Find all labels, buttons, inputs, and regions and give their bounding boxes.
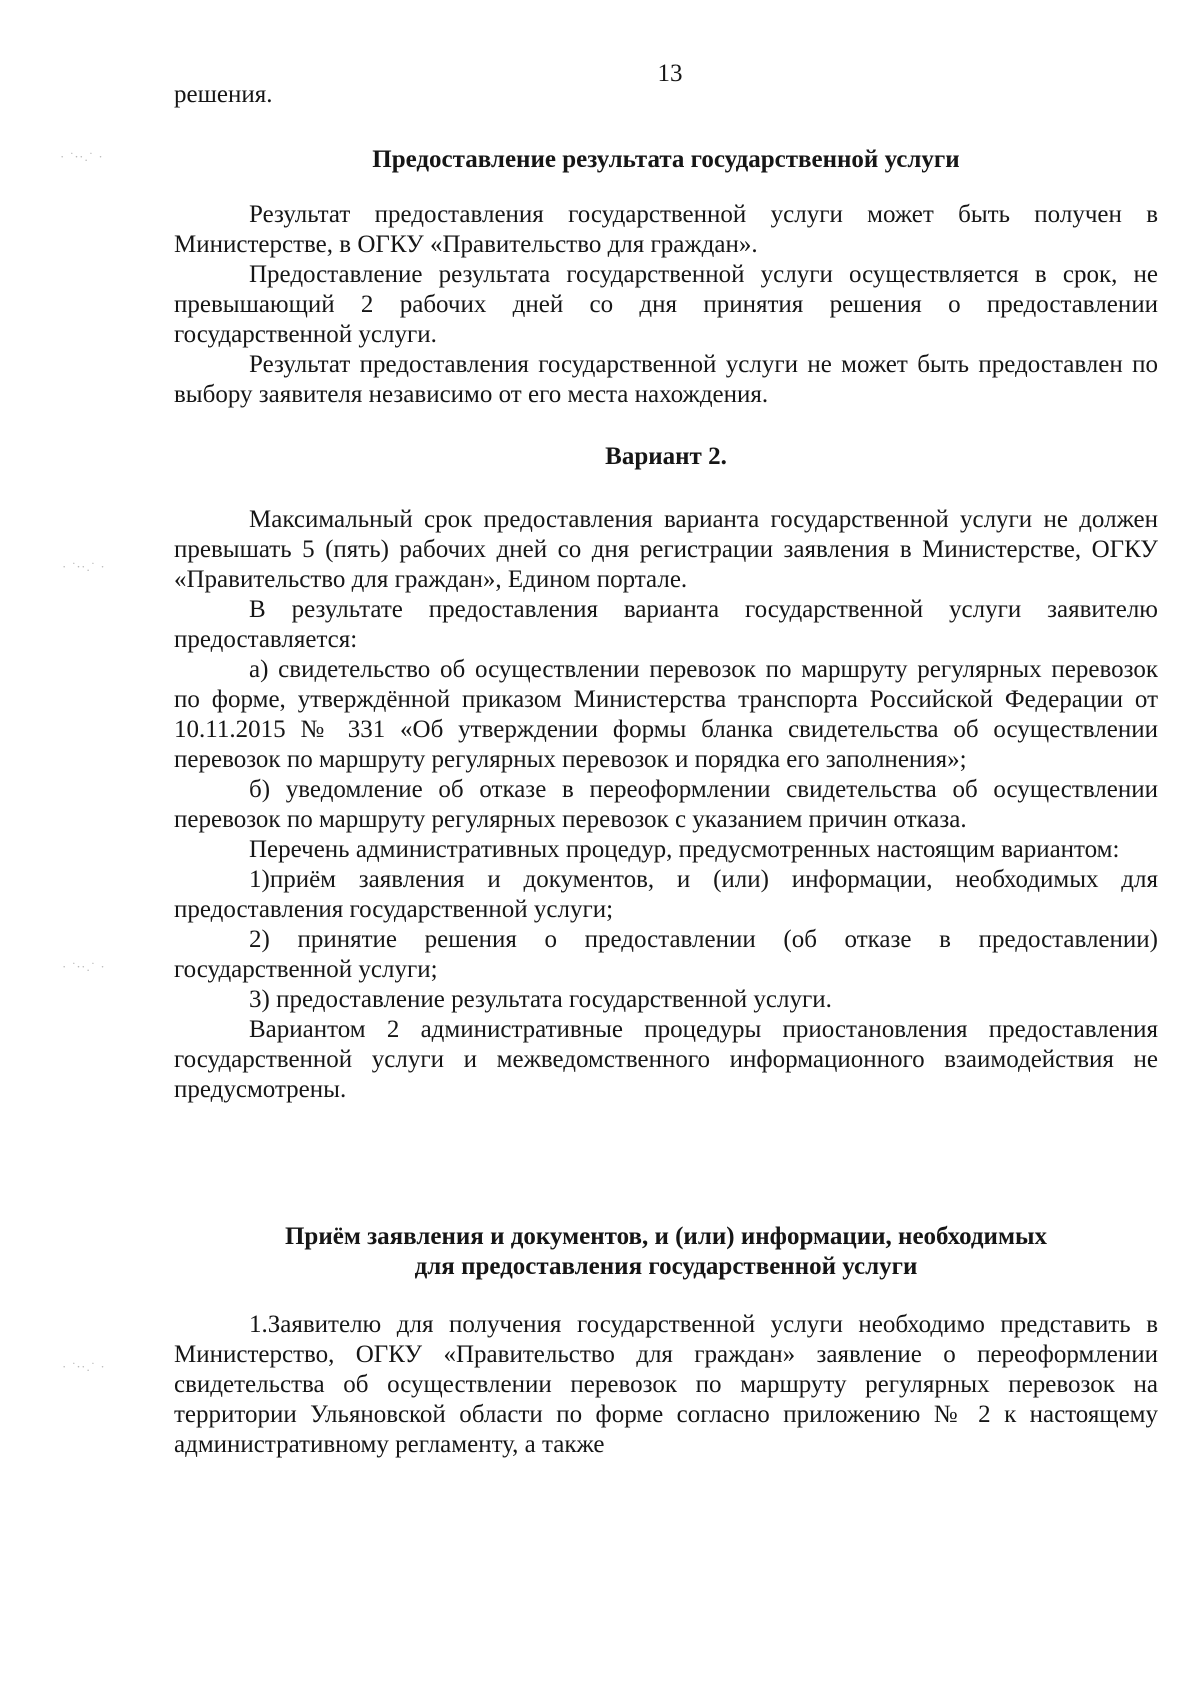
paragraph: Максимальный срок предоставления варианта государственной услуги не должен превышать 5 (пять) рабочих дней со дня регистрации заявления в Министерстве, ОГКУ «Правительство для граждан», Едином портале. bbox=[174, 506, 1158, 593]
paragraph: Вариантом 2 административные процедуры приостановления предоставления государственной услуги и межведомственного информационного взаимодействия не предусмотрены. bbox=[174, 1016, 1158, 1103]
heading-line: для предоставления государственной услуги bbox=[414, 1253, 918, 1280]
section-result-body bbox=[174, 200, 1158, 410]
scan-speck: · ˙∙·.˙ · bbox=[62, 559, 106, 574]
scan-speck: · ˙∙·.˙ · bbox=[60, 149, 104, 164]
paragraph: 1.Заявителю для получения государственной услуги необходимо представить в Министерство, ОГКУ «Правительство для граждан» заявление о переоформлении свидетельства об осуществлении перевозок по маршруту регулярных перевозок на территории Ульяновской области по форме согласно приложению № 2 к настоящему административному регламенту, а также bbox=[174, 1311, 1158, 1458]
paragraph: В результате предоставления варианта государственной услуги заявителю предоставляется: bbox=[174, 596, 1158, 653]
paragraph: Результат предоставления государственной услуги может быть получен в Министерстве, в ОГКУ «Правительство для граждан». bbox=[174, 201, 1158, 258]
list-item: а) свидетельство об осуществлении перевозок по маршруту регулярных перевозок по форме, утверждённой приказом Министерства транспорта Российской Федерации от 10.11.2015 № 331 «Об утверждении формы бланка свидетельства об осуществлении перевозок по маршруту регулярных перевозок и порядка его заполнения»; bbox=[174, 656, 1158, 773]
section-application-body bbox=[174, 1310, 1158, 1460]
list-item: 3) предоставление результата государственной услуги. bbox=[249, 986, 832, 1013]
paragraph: Результат предоставления государственной услуги не может быть предоставлен по выбору заявителя независимо от его места нахождения. bbox=[174, 351, 1158, 408]
continuation-line: решения. bbox=[174, 81, 273, 108]
section-heading-variant: Вариант 2. bbox=[605, 443, 727, 470]
list-item: 1)приём заявления и документов, и (или) информации, необходимых для предоставления государственной услуги; bbox=[174, 866, 1158, 923]
section-heading-result: Предоставление результата государственной услуги bbox=[372, 146, 960, 173]
list-item: б) уведомление об отказе в переоформлении свидетельства об осуществлении перевозок по маршруту регулярных перевозок с указанием причин отказа. bbox=[174, 776, 1158, 833]
paragraph: Перечень административных процедур, предусмотренных настоящим вариантом: bbox=[249, 836, 1120, 863]
page-number: 13 bbox=[657, 60, 683, 87]
section-variant-body bbox=[174, 505, 1158, 1105]
list-item: 2) принятие решения о предоставлении (об отказе в предоставлении) государственной услуги; bbox=[174, 926, 1158, 983]
heading-line: Приём заявления и документов, и (или) информации, необходимых bbox=[284, 1223, 1048, 1250]
section-heading-application bbox=[174, 1222, 1158, 1282]
paragraph: Предоставление результата государственной услуги осуществляется в срок, не превышающий 2 рабочих дней со дня принятия решения о предоставлении государственной услуги. bbox=[174, 261, 1158, 348]
scan-speck: · ˙∙·.˙ · bbox=[62, 1359, 106, 1374]
scan-speck: · ˙∙·.˙ · bbox=[62, 959, 106, 974]
continuation-text bbox=[174, 80, 1158, 110]
